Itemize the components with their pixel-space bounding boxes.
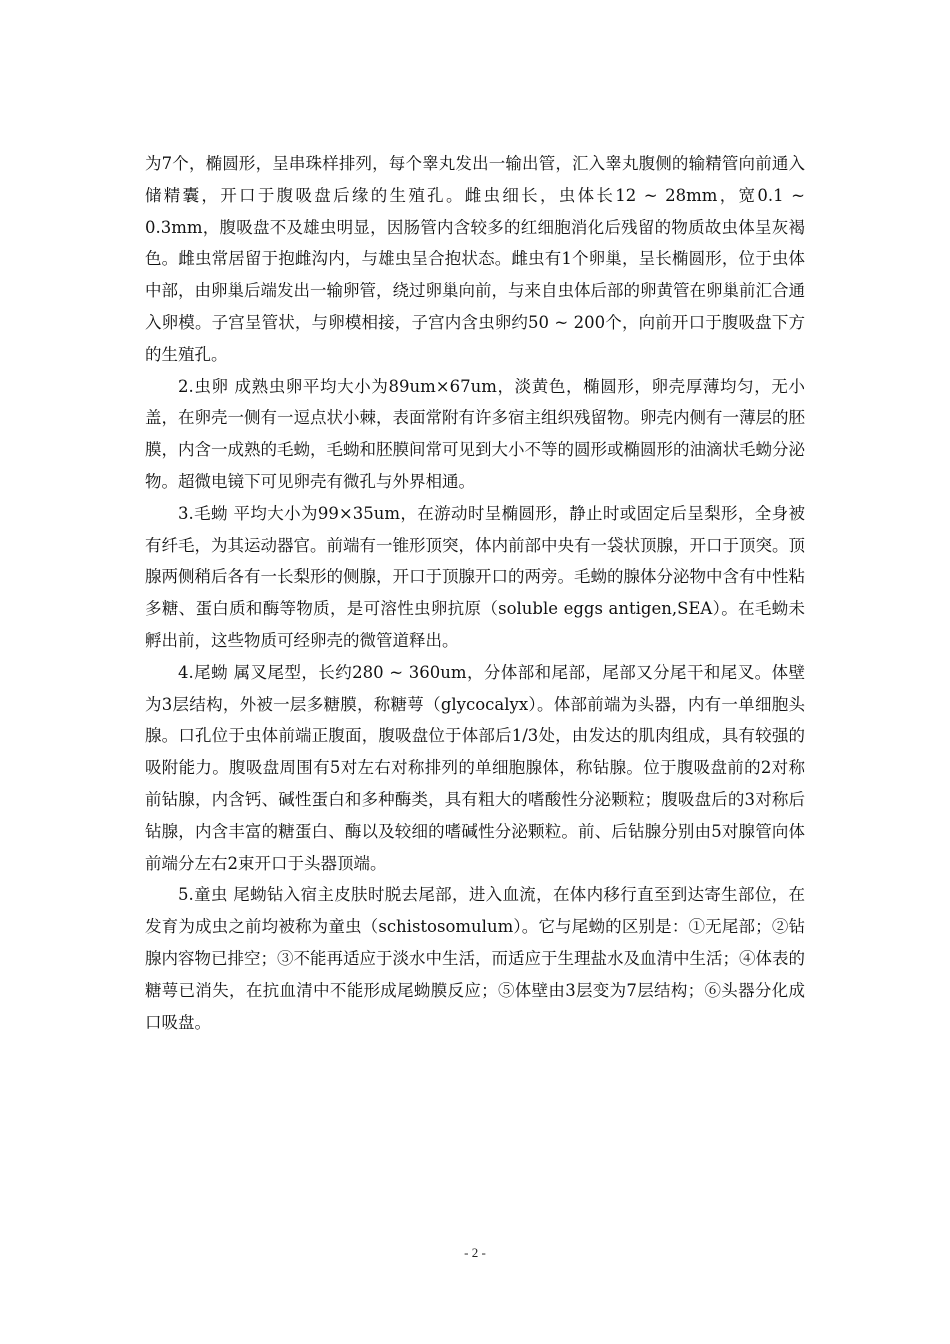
page-number: - 2 - [464,1245,486,1260]
paragraph-egg: 2.虫卵 成熟虫卵平均大小为89um×67um，淡黄色，椭圆形，卵壳厚薄均匀，无小盖，在卵壳一侧有一逗点状小棘，表面常附有许多宿主组织残留物。卵壳内侧有一薄层的胚膜，内含一成熟的毛蚴，毛蚴和胚膜间常可见到大小不等的圆形或椭圆形的油滴状毛蚴分泌物。超微电镜下可见卵壳有微孔与外界相通。 [145,376,805,491]
paragraph-miracidium: 3.毛蚴 平均大小为99×35um，在游动时呈椭圆形，静止时或固定后呈梨形，全身被有纤毛，为其运动器官。前端有一锥形顶突，体内前部中央有一袋状顶腺，开口于顶突。顶腺两侧稍后各有一长梨形的侧腺，开口于顶腺开口的两旁。毛蚴的腺体分泌物中含有中性粘多糖、蛋白质和酶等物质，是可溶性虫卵抗原（soluble eggs antigen,SEA）。在毛蚴未孵出前，这些物质可经卵壳的微管道释出。 [145,503,805,650]
body-text [145,148,805,1038]
paragraph-male-female-adult: 为7个，椭圆形，呈串珠样排列，每个睾丸发出一输出管，汇入睾丸腹侧的输精管向前通入储精囊，开口于腹吸盘后缘的生殖孔。雌虫细长，虫体长12 ~ 28mm，宽0.1 ~ 0.3mm，腹吸盘不及雄虫明显，因肠管内含较多的红细胞消化后残留的物质故虫体呈灰褐色。雌虫常居留于抱雌沟内，与雄虫呈合抱状态。雌虫有1个卵巢，呈长椭圆形，位于虫体中部，由卵巢后端发出一输卵管，绕过卵巢向前，与来自虫体后部的卵黄管在卵巢前汇合通入卵模。子宫呈管状，与卵模相接，子宫内含虫卵约50 ~ 200个，向前开口于腹吸盘下方的生殖孔。 [145,154,805,364]
paragraph-schistosomulum: 5.童虫 尾蚴钻入宿主皮肤时脱去尾部，进入血流，在体内移行直至到达寄生部位，在发育为成虫之前均被称为童虫（schistosomulum）。它与尾蚴的区别是：①无尾部；②钻腺内容物已排空；③不能再适应于淡水中生活，而适应于生理盐水及血清中生活；④体表的糖萼已消失，在抗血清中不能形成尾蚴膜反应；⑤体壁由3层变为7层结构；⑥头器分化成口吸盘。 [145,885,805,1032]
paragraph-cercaria: 4.尾蚴 属叉尾型，长约280 ~ 360um，分体部和尾部，尾部又分尾干和尾叉。体壁为3层结构，外被一层多糖膜，称糖萼（glycocalyx）。体部前端为头器，内有一单细胞头腺。口孔位于虫体前端正腹面，腹吸盘位于体部后1/3处，由发达的肌肉组成，具有较强的吸附能力。腹吸盘周围有5对左右对称排列的单细胞腺体，称钻腺。位于腹吸盘前的2对称前钻腺，内含钙、碱性蛋白和多种酶类，具有粗大的嗜酸性分泌颗粒；腹吸盘后的3对称后钻腺，内含丰富的糖蛋白、酶以及较细的嗜碱性分泌颗粒。前、后钻腺分别由5对腺管向体前端分左右2束开口于头器顶端。 [145,662,805,873]
